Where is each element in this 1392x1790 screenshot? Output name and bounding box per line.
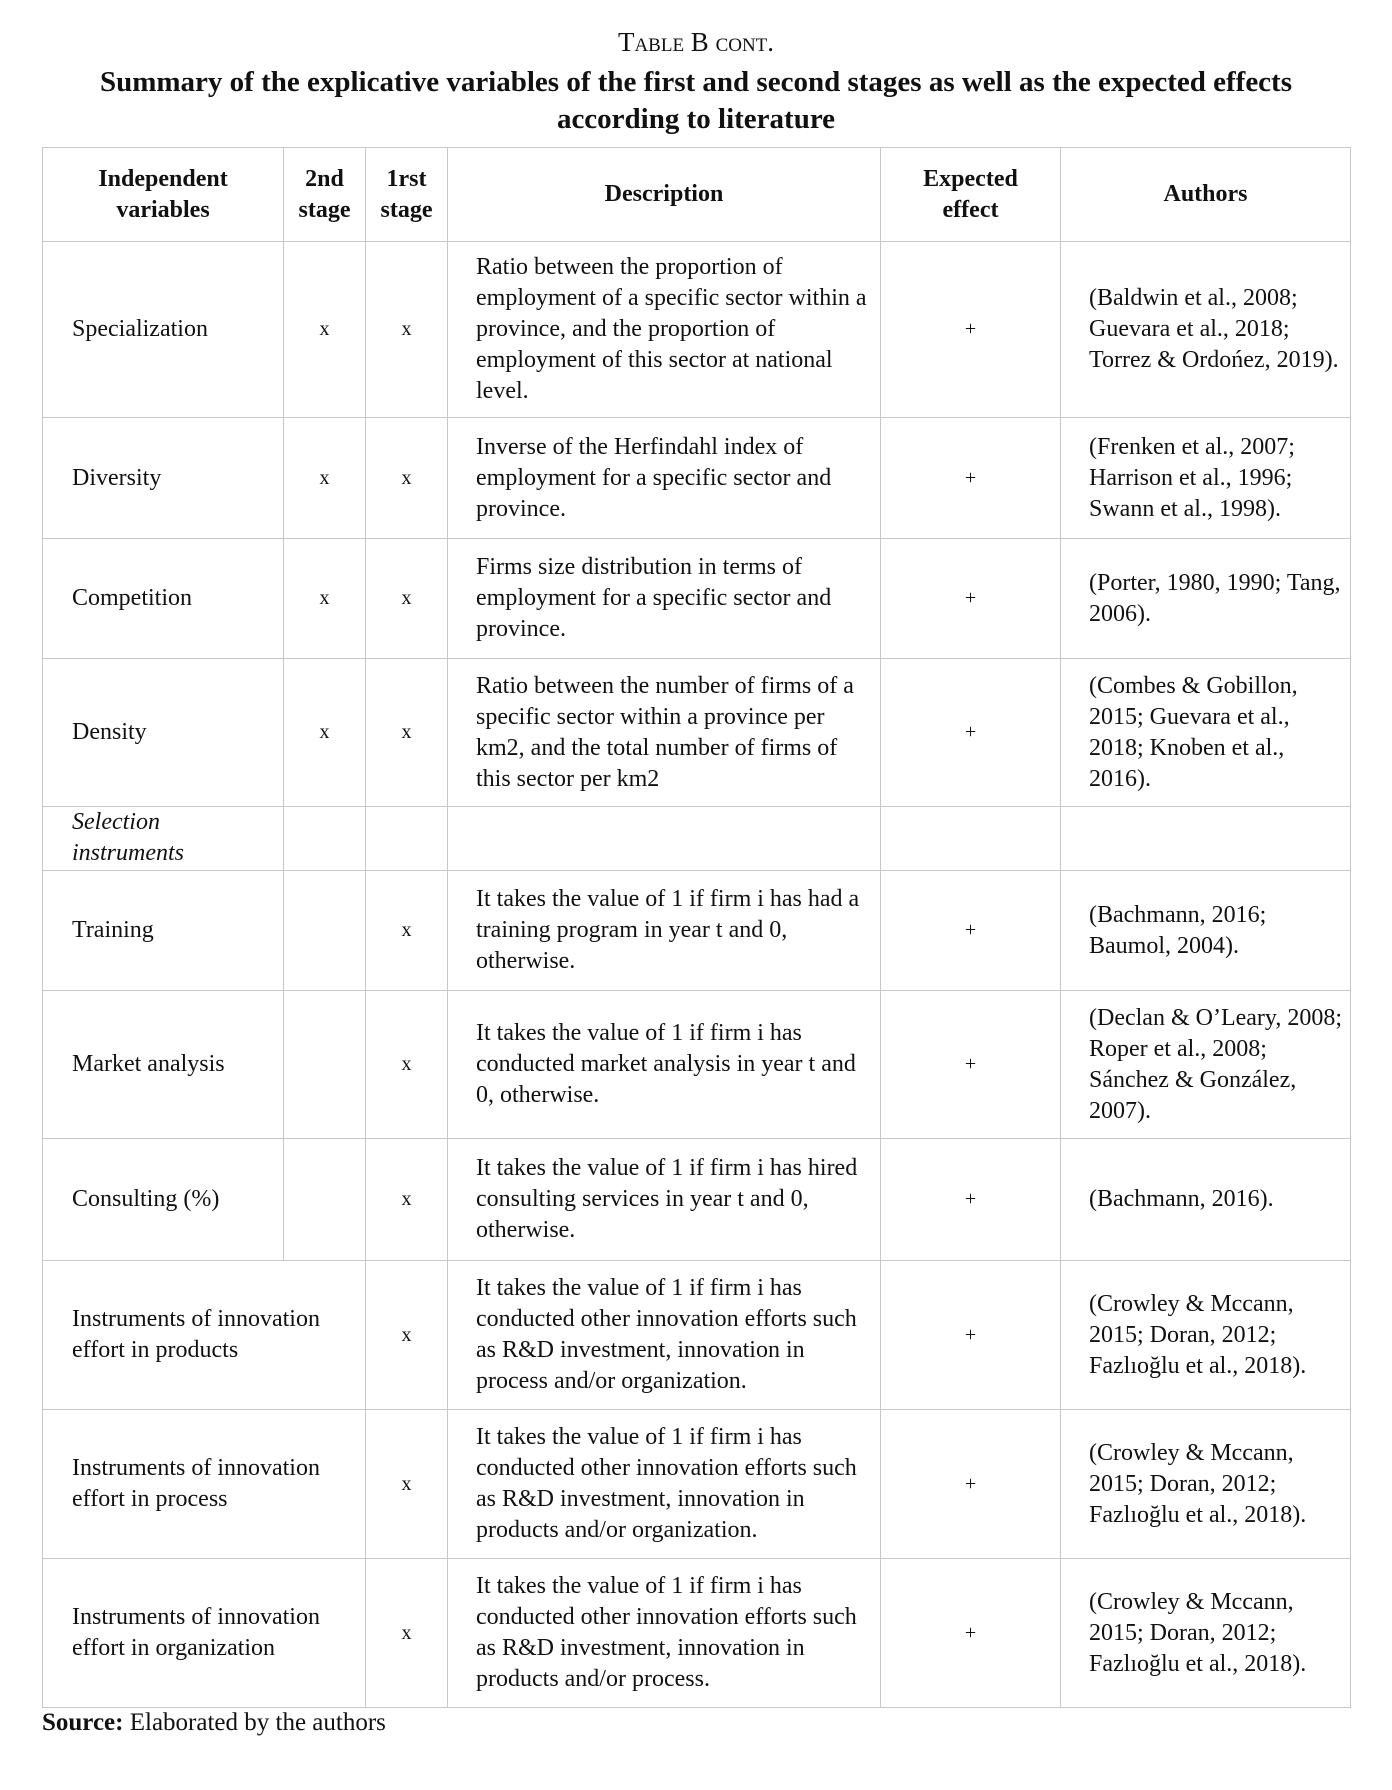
description-cell: It takes the value of 1 if firm i has conducted market analysis in year t and 0, otherwise. — [448, 991, 881, 1139]
table-row — [43, 991, 1351, 1139]
header-independent-variables: Independent variables — [43, 148, 284, 242]
authors-cell: (Crowley & Mccann, 2015; Doran, 2012; Fazlıoğlu et al., 2018). — [1061, 1410, 1351, 1559]
variable-cell: Specialization — [43, 242, 284, 418]
expected-effect-cell: + — [881, 991, 1061, 1139]
table-title: Summary of the explicative variables of the first and second stages as well as the expected effects according to literature — [99, 66, 1293, 135]
first-stage-cell: x — [366, 659, 448, 807]
expected-effect-cell: + — [881, 539, 1061, 659]
header-expected-effect: Expected effect — [881, 148, 1061, 242]
authors-cell: (Crowley & Mccann, 2015; Doran, 2012; Fazlıoğlu et al., 2018). — [1061, 1559, 1351, 1708]
description-cell: It takes the value of 1 if firm i has hired consulting services in year t and 0, otherwise. — [448, 1139, 881, 1261]
description-cell: It takes the value of 1 if firm i has conducted other innovation efforts such as R&D investment, innovation in products and/or organization. — [448, 1410, 881, 1559]
empty-cell — [284, 807, 366, 871]
expected-effect-cell: + — [881, 871, 1061, 991]
expected-effect-cell: + — [881, 1410, 1061, 1559]
header-authors: Authors — [1061, 148, 1351, 242]
second-stage-cell: x — [284, 242, 366, 418]
table-row — [43, 659, 1351, 807]
expected-effect-cell: + — [881, 418, 1061, 539]
variable-cell: Market analysis — [43, 991, 284, 1139]
expected-effect-cell: + — [881, 1261, 1061, 1410]
expected-effect-cell: + — [881, 1139, 1061, 1261]
first-stage-cell: x — [366, 1410, 448, 1559]
source-note — [42, 1708, 386, 1738]
variable-cell: Instruments of innovation effort in organization — [43, 1559, 366, 1708]
table-label-suffix: cont. — [715, 27, 775, 57]
description-cell: It takes the value of 1 if firm i has had a training program in year t and 0, otherwise. — [448, 871, 881, 991]
second-stage-cell: x — [284, 418, 366, 539]
authors-cell: (Declan & O’Leary, 2008; Roper et al., 2008; Sánchez & González, 2007). — [1061, 991, 1351, 1139]
expected-effect-cell: + — [881, 659, 1061, 807]
first-stage-cell: x — [366, 418, 448, 539]
description-cell: Firms size distribution in terms of employment for a specific sector and province. — [448, 539, 881, 659]
first-stage-cell: x — [366, 1559, 448, 1708]
expected-effect-cell: + — [881, 1559, 1061, 1708]
expected-effect-cell: + — [881, 242, 1061, 418]
header-second-stage: 2nd stage — [284, 148, 366, 242]
variable-cell: Consulting (%) — [43, 1139, 284, 1261]
second-stage-cell: x — [284, 539, 366, 659]
description-cell: Inverse of the Herfindahl index of employment for a specific sector and province. — [448, 418, 881, 539]
source-text: Elaborated by the authors — [129, 1709, 386, 1736]
table-row — [43, 1139, 1351, 1261]
empty-cell — [1061, 807, 1351, 871]
section-row — [43, 807, 1351, 871]
table-row — [43, 871, 1351, 991]
table-row — [43, 1261, 1351, 1410]
table-row — [43, 1559, 1351, 1708]
first-stage-cell: x — [366, 1139, 448, 1261]
authors-cell: (Bachmann, 2016; Baumol, 2004). — [1061, 871, 1351, 991]
table-row — [43, 242, 1351, 418]
first-stage-cell: x — [366, 539, 448, 659]
header-first-stage: 1rst stage — [366, 148, 448, 242]
first-stage-cell: x — [366, 242, 448, 418]
description-cell: Ratio between the number of firms of a specific sector within a province per km2, and the total number of firms of this sector per km2 — [448, 659, 881, 807]
variable-cell: Diversity — [43, 418, 284, 539]
second-stage-cell — [284, 991, 366, 1139]
section-heading-selection-instruments: Selection instruments — [43, 807, 284, 871]
authors-cell: (Porter, 1980, 1990; Tang, 2006). — [1061, 539, 1351, 659]
first-stage-cell: x — [366, 1261, 448, 1410]
header-row — [43, 148, 1351, 242]
variables-table — [42, 147, 1351, 1708]
variable-cell: Density — [43, 659, 284, 807]
table-row — [43, 1410, 1351, 1559]
variable-cell: Instruments of innovation effort in process — [43, 1410, 366, 1559]
header-description: Description — [448, 148, 881, 242]
second-stage-cell — [284, 1139, 366, 1261]
authors-cell: (Combes & Gobillon, 2015; Guevara et al., 2018; Knoben et al., 2016). — [1061, 659, 1351, 807]
first-stage-cell: x — [366, 991, 448, 1139]
second-stage-cell — [284, 871, 366, 991]
empty-cell — [366, 807, 448, 871]
authors-cell: (Crowley & Mccann, 2015; Doran, 2012; Fazlıoğlu et al., 2018). — [1061, 1261, 1351, 1410]
variable-cell: Training — [43, 871, 284, 991]
authors-cell: (Frenken et al., 2007; Harrison et al., 1996; Swann et al., 1998). — [1061, 418, 1351, 539]
first-stage-cell: x — [366, 871, 448, 991]
variable-cell: Competition — [43, 539, 284, 659]
description-cell: It takes the value of 1 if firm i has conducted other innovation efforts such as R&D investment, innovation in process and/or organization. — [448, 1261, 881, 1410]
description-cell: It takes the value of 1 if firm i has conducted other innovation efforts such as R&D investment, innovation in products and/or process. — [448, 1559, 881, 1708]
table-label-main: Table B — [617, 27, 709, 57]
source-label: Source: — [42, 1709, 124, 1736]
second-stage-cell: x — [284, 659, 366, 807]
variable-cell: Instruments of innovation effort in products — [43, 1261, 366, 1410]
authors-cell: (Bachmann, 2016). — [1061, 1139, 1351, 1261]
empty-cell — [881, 807, 1061, 871]
table-label — [0, 26, 1392, 58]
table-row — [43, 539, 1351, 659]
authors-cell: (Baldwin et al., 2008; Guevara et al., 2018; Torrez & Ordońez, 2019). — [1061, 242, 1351, 418]
empty-cell — [448, 807, 881, 871]
table-row — [43, 418, 1351, 539]
description-cell: Ratio between the proportion of employment of a specific sector within a province, and the proportion of employment of this sector at national level. — [448, 242, 881, 418]
